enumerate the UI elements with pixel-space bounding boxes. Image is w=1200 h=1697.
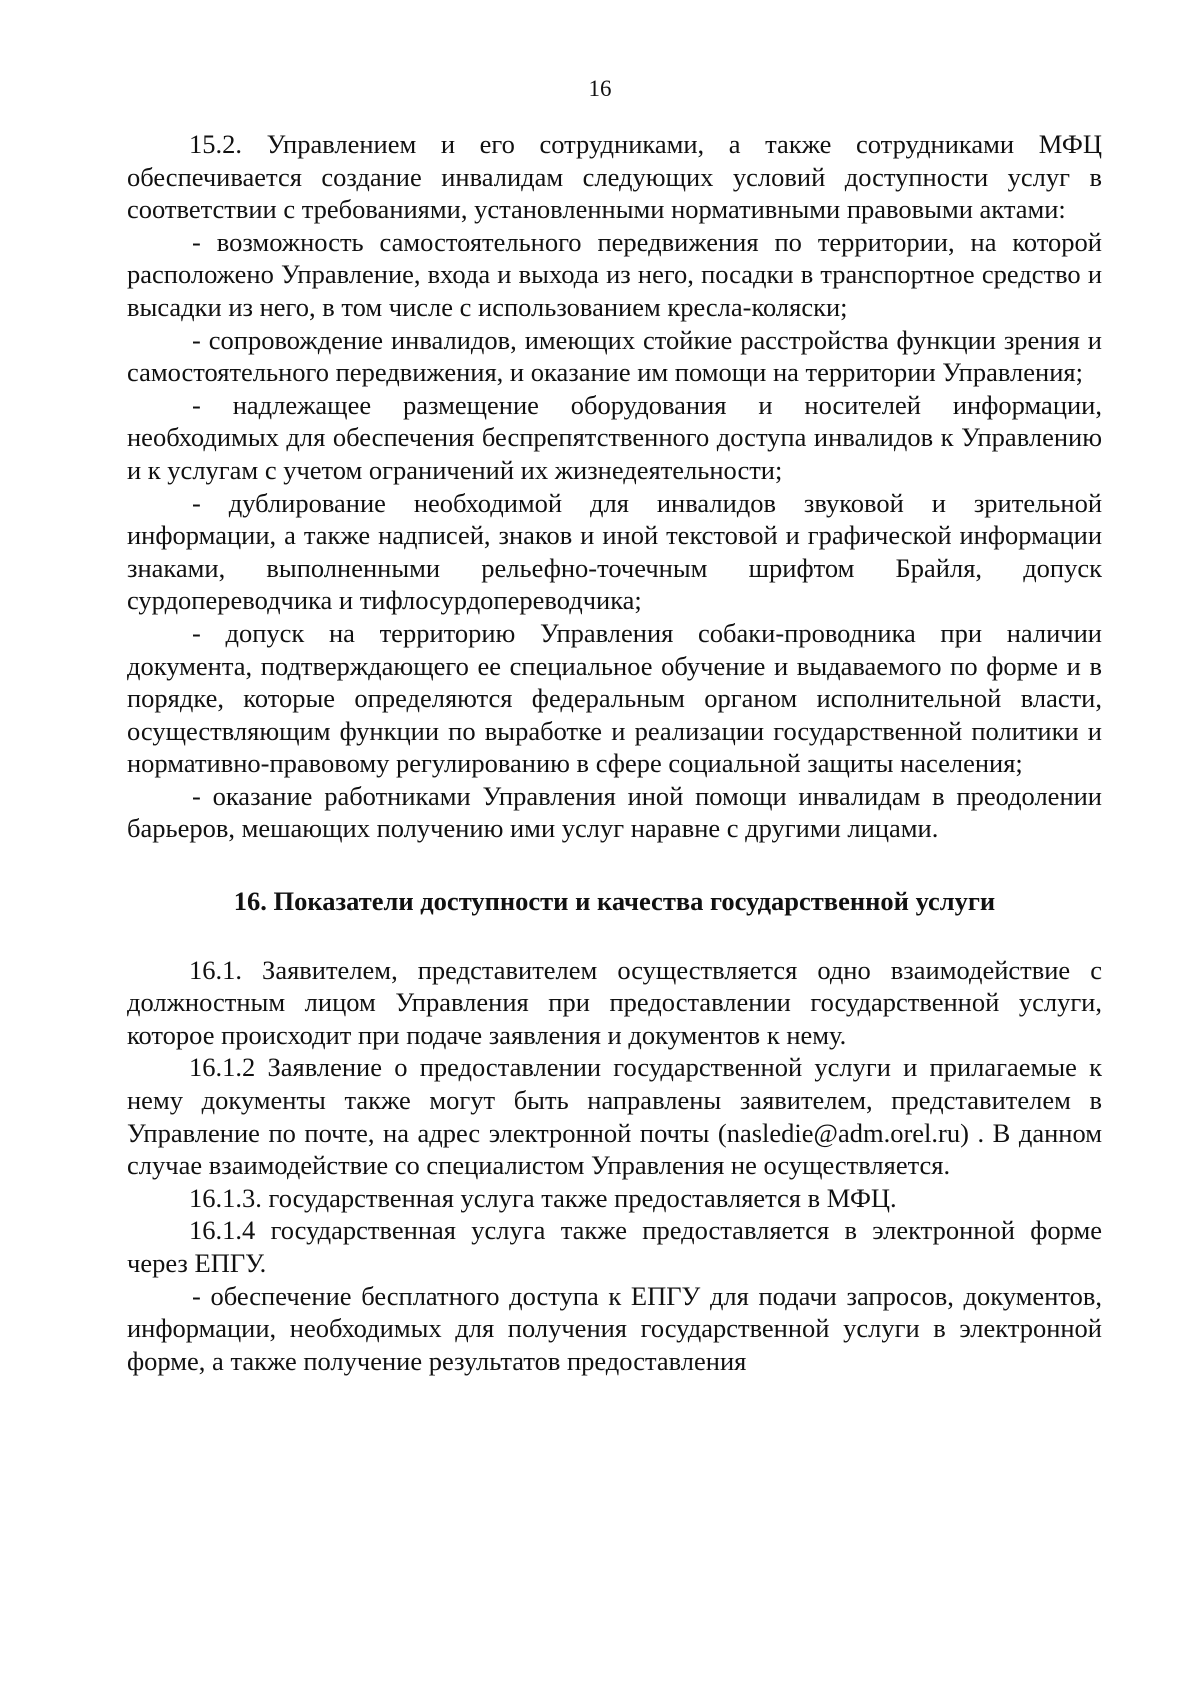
list-item-epgu: - обеспечение бесплатного доступа к ЕПГУ для подачи запросов, документов, информации, необходимых для получения государственной услуги в электронной форме, а также получение результатов предоставления <box>127 1280 1102 1376</box>
page-number: 16 <box>588 76 612 101</box>
list-item: - сопровождение инвалидов, имеющих стойкие расстройства функции зрения и самостоятельного передвижения, и оказание им помощи на территории Управления; <box>127 324 1102 388</box>
list-item: - надлежащее размещение оборудования и носителей информации, необходимых для обеспечения беспрепятственного доступа инвалидов к Управлению и к услугам с учетом ограничений их жизнедеятельности; <box>127 389 1102 485</box>
list-item: - оказание работниками Управления иной помощи инвалидам в преодолении барьеров, мешающих получению ими услуг наравне с другими лицами. <box>127 780 1102 844</box>
paragraph-16-1-4: 16.1.4 государственная услуга также предоставляется в электронной форме через ЕПГУ. <box>127 1215 1102 1278</box>
paragraph-15-2: 15.2. Управлением и его сотрудниками, а также сотрудниками МФЦ обеспечивается создание инвалидам следующих условий доступности услуг в соответствии с требованиями, установленными нормативными правовыми актами: <box>127 129 1102 225</box>
paragraph-16-1-2: 16.1.2 Заявление о предоставлении государственной услуги и прилагаемые к нему документы также могут быть направлены заявителем, представителем в Управление по почте, на адрес электронной почты (nasledie@adm.orel.ru) . В данном случае взаимодействие со специалистом Управления не осуществляется. <box>127 1052 1102 1181</box>
document-body <box>127 128 1102 1377</box>
list-item: - дублирование необходимой для инвалидов звуковой и зрительной информации, а также надписей, знаков и иной текстовой и графической информации знаками, выполненными рельефно-точечным шрифтом Брайля, допуск сурдопереводчика и тифлосурдопереводчика; <box>127 487 1102 616</box>
section-heading-16: 16. Показатели доступности и качества государственной услуги <box>233 886 996 917</box>
paragraph-16-1: 16.1. Заявителем, представителем осуществляется одно взаимодействие с должностным лицом Управления при предоставлении государственной услуги, которое происходит при подаче заявления и документов к нему. <box>127 954 1102 1050</box>
list-item: - возможность самостоятельного передвижения по территории, на которой расположено Управление, входа и выхода из него, посадки в транспортное средство и высадки из него, в том числе с использованием кресла-коляски; <box>127 226 1102 322</box>
paragraph-16-1-3: 16.1.3. государственная услуга также предоставляется в МФЦ. <box>189 1182 897 1213</box>
list-item: - допуск на территорию Управления собаки-проводника при наличии документа, подтверждающего ее специальное обучение и выдаваемого по форме и в порядке, которые определяются федеральным органом исполнительной власти, осуществляющим функции по выработке и реализации государственной политики и нормативно-правовому регулированию в сфере социальной защиты населения; <box>127 617 1102 779</box>
